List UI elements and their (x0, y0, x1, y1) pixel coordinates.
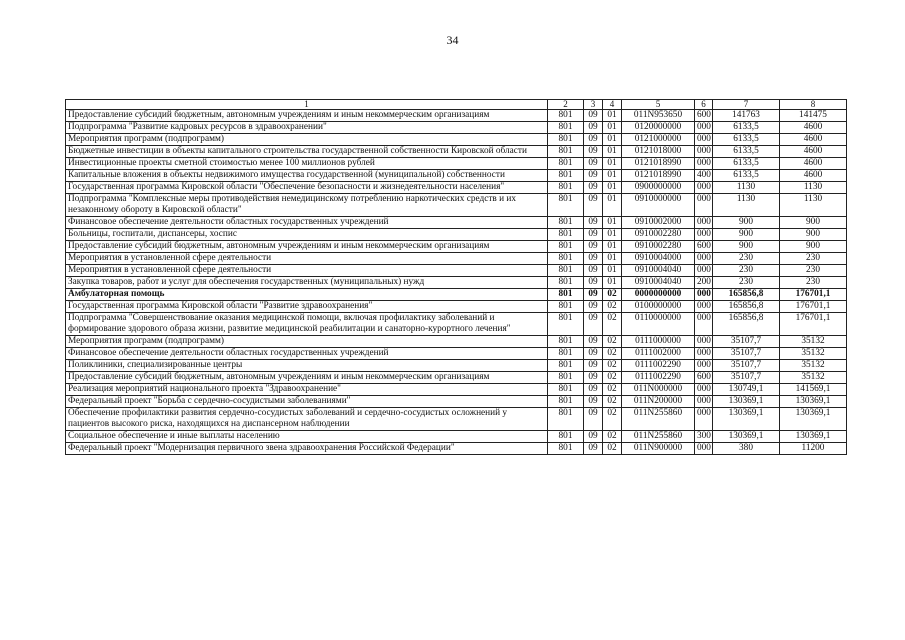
expense-type-cell: 000 (695, 396, 713, 408)
column-header: 6 (695, 100, 713, 110)
subsection-code-cell: 01 (603, 253, 622, 265)
row-name-cell: Поликлиники, специализированные центры (66, 360, 548, 372)
amount-year1-cell: 230 (713, 253, 780, 265)
expense-type-cell: 600 (695, 372, 713, 384)
subsection-code-cell: 02 (603, 348, 622, 360)
page-number: 34 (446, 33, 459, 47)
table-row (66, 253, 847, 265)
expense-type-cell: 400 (695, 170, 713, 182)
expense-type-cell: 000 (695, 348, 713, 360)
table-row (66, 217, 847, 229)
column-header: 4 (603, 100, 622, 110)
subsection-code-cell: 02 (603, 360, 622, 372)
amount-year2-cell: 141475 (780, 110, 847, 122)
target-code-cell: 0910004040 (622, 265, 695, 277)
budget-table (65, 99, 847, 455)
row-name-cell: Мероприятия программ (подпрограмм) (66, 134, 548, 146)
amount-year1-cell: 165856,8 (713, 289, 780, 301)
amount-year1-cell: 6133,5 (713, 170, 780, 182)
section-code-cell: 09 (584, 158, 603, 170)
ministry-code-cell: 801 (548, 265, 584, 277)
amount-year1-cell: 165856,8 (713, 313, 780, 336)
target-code-cell: 011N953650 (622, 110, 695, 122)
amount-year2-cell: 1130 (780, 194, 847, 217)
ministry-code-cell: 801 (548, 372, 584, 384)
subsection-code-cell: 01 (603, 265, 622, 277)
table-row (66, 360, 847, 372)
section-code-cell: 09 (584, 229, 603, 241)
amount-year2-cell: 230 (780, 277, 847, 289)
table-row (66, 313, 847, 336)
amount-year1-cell: 900 (713, 217, 780, 229)
expense-type-cell: 000 (695, 182, 713, 194)
target-code-cell: 0900000000 (622, 182, 695, 194)
expense-type-cell: 600 (695, 110, 713, 122)
amount-year1-cell: 900 (713, 241, 780, 253)
subsection-code-cell: 02 (603, 301, 622, 313)
target-code-cell: 011N255860 (622, 431, 695, 443)
subsection-code-cell: 01 (603, 170, 622, 182)
row-name-cell: Подпрограмма "Комплексные меры противодействия немедицинскому потреблению наркотических средств и их незаконному обороту в Кировской области" (66, 194, 548, 217)
ministry-code-cell: 801 (548, 158, 584, 170)
subsection-code-cell: 01 (603, 158, 622, 170)
table-row (66, 443, 847, 455)
row-name-cell: Амбулаторная помощь (66, 289, 548, 301)
target-code-cell: 011N200000 (622, 396, 695, 408)
ministry-code-cell: 801 (548, 360, 584, 372)
amount-year2-cell: 176701,1 (780, 313, 847, 336)
amount-year2-cell: 4600 (780, 134, 847, 146)
section-code-cell: 09 (584, 241, 603, 253)
expense-type-cell: 000 (695, 146, 713, 158)
target-code-cell: 0111002000 (622, 348, 695, 360)
ministry-code-cell: 801 (548, 217, 584, 229)
ministry-code-cell: 801 (548, 170, 584, 182)
amount-year2-cell: 35132 (780, 360, 847, 372)
section-code-cell: 09 (584, 313, 603, 336)
section-code-cell: 09 (584, 265, 603, 277)
section-code-cell: 09 (584, 348, 603, 360)
table-row (66, 182, 847, 194)
amount-year1-cell: 1130 (713, 182, 780, 194)
target-code-cell: 0100000000 (622, 301, 695, 313)
target-code-cell: 0910002000 (622, 217, 695, 229)
target-code-cell: 0000000000 (622, 289, 695, 301)
expense-type-cell: 000 (695, 301, 713, 313)
column-header: 8 (780, 100, 847, 110)
expense-type-cell: 000 (695, 408, 713, 431)
table-row (66, 229, 847, 241)
row-name-cell: Федеральный проект "Модернизация первичного звена здравоохранения Российской Федерации" (66, 443, 548, 455)
ministry-code-cell: 801 (548, 277, 584, 289)
section-code-cell: 09 (584, 408, 603, 431)
expense-type-cell: 000 (695, 443, 713, 455)
row-name-cell: Закупка товаров, работ и услуг для обеспечения государственных (муниципальных) нужд (66, 277, 548, 289)
subsection-code-cell: 01 (603, 134, 622, 146)
amount-year2-cell: 900 (780, 217, 847, 229)
target-code-cell: 011N900000 (622, 443, 695, 455)
table-row (66, 301, 847, 313)
amount-year2-cell: 4600 (780, 170, 847, 182)
table-row (66, 408, 847, 431)
amount-year1-cell: 35107,7 (713, 336, 780, 348)
ministry-code-cell: 801 (548, 443, 584, 455)
target-code-cell: 0121018990 (622, 158, 695, 170)
target-code-cell: 0910000000 (622, 194, 695, 217)
ministry-code-cell: 801 (548, 229, 584, 241)
table-row (66, 348, 847, 360)
amount-year1-cell: 130369,1 (713, 396, 780, 408)
section-code-cell: 09 (584, 134, 603, 146)
section-code-cell: 09 (584, 360, 603, 372)
subsection-code-cell: 01 (603, 110, 622, 122)
target-code-cell: 0111002290 (622, 372, 695, 384)
expense-type-cell: 300 (695, 431, 713, 443)
ministry-code-cell: 801 (548, 313, 584, 336)
subsection-code-cell: 02 (603, 336, 622, 348)
subsection-code-cell: 01 (603, 194, 622, 217)
target-code-cell: 0910002280 (622, 241, 695, 253)
target-code-cell: 0910002280 (622, 229, 695, 241)
target-code-cell: 0910004040 (622, 277, 695, 289)
ministry-code-cell: 801 (548, 301, 584, 313)
section-code-cell: 09 (584, 122, 603, 134)
target-code-cell: 0121000000 (622, 134, 695, 146)
amount-year1-cell: 35107,7 (713, 372, 780, 384)
section-code-cell: 09 (584, 277, 603, 289)
subsection-code-cell: 01 (603, 277, 622, 289)
row-name-cell: Федеральный проект "Борьба с сердечно-сосудистыми заболеваниями" (66, 396, 548, 408)
row-name-cell: Бюджетные инвестиции в объекты капитального строительства государственной собственности Кировской области (66, 146, 548, 158)
expense-type-cell: 000 (695, 134, 713, 146)
subsection-code-cell: 02 (603, 408, 622, 431)
expense-type-cell: 000 (695, 313, 713, 336)
target-code-cell: 0121018990 (622, 170, 695, 182)
subsection-code-cell: 02 (603, 431, 622, 443)
row-name-cell: Мероприятия в установленной сфере деятельности (66, 253, 548, 265)
amount-year1-cell: 6133,5 (713, 146, 780, 158)
target-code-cell: 0121018000 (622, 146, 695, 158)
table-header-row (66, 100, 847, 110)
row-name-cell: Реализация мероприятий национального проекта "Здравоохранение" (66, 384, 548, 396)
row-name-cell: Больницы, госпитали, диспансеры, хоспис (66, 229, 548, 241)
target-code-cell: 0110000000 (622, 313, 695, 336)
table-row (66, 194, 847, 217)
amount-year2-cell: 11200 (780, 443, 847, 455)
subsection-code-cell: 01 (603, 229, 622, 241)
ministry-code-cell: 801 (548, 348, 584, 360)
table-row (66, 146, 847, 158)
expense-type-cell: 200 (695, 277, 713, 289)
row-name-cell: Мероприятия в установленной сфере деятельности (66, 265, 548, 277)
section-code-cell: 09 (584, 301, 603, 313)
amount-year2-cell: 176701,1 (780, 289, 847, 301)
ministry-code-cell: 801 (548, 431, 584, 443)
subsection-code-cell: 01 (603, 182, 622, 194)
section-code-cell: 09 (584, 170, 603, 182)
table-row (66, 336, 847, 348)
subsection-code-cell: 01 (603, 241, 622, 253)
amount-year2-cell: 35132 (780, 348, 847, 360)
amount-year2-cell: 230 (780, 265, 847, 277)
subsection-code-cell: 01 (603, 122, 622, 134)
ministry-code-cell: 801 (548, 253, 584, 265)
amount-year2-cell: 900 (780, 229, 847, 241)
amount-year1-cell: 6133,5 (713, 134, 780, 146)
table-row (66, 431, 847, 443)
expense-type-cell: 000 (695, 360, 713, 372)
amount-year2-cell: 35132 (780, 336, 847, 348)
ministry-code-cell: 801 (548, 241, 584, 253)
target-code-cell: 011N255860 (622, 408, 695, 431)
expense-type-cell: 000 (695, 265, 713, 277)
amount-year1-cell: 35107,7 (713, 360, 780, 372)
expense-type-cell: 000 (695, 122, 713, 134)
row-name-cell: Мероприятия программ (подпрограмм) (66, 336, 548, 348)
expense-type-cell: 000 (695, 158, 713, 170)
row-name-cell: Государственная программа Кировской области "Обеспечение безопасности и жизнедеятельности населения" (66, 182, 548, 194)
table-row (66, 134, 847, 146)
amount-year2-cell: 130369,1 (780, 396, 847, 408)
section-code-cell: 09 (584, 217, 603, 229)
expense-type-cell: 000 (695, 289, 713, 301)
row-name-cell: Предоставление субсидий бюджетным, автономным учреждениям и иным некоммерческим организациям (66, 372, 548, 384)
subsection-code-cell: 01 (603, 217, 622, 229)
amount-year2-cell: 4600 (780, 122, 847, 134)
section-code-cell: 09 (584, 146, 603, 158)
table-row (66, 384, 847, 396)
expense-type-cell: 000 (695, 217, 713, 229)
target-code-cell: 0111000000 (622, 336, 695, 348)
amount-year2-cell: 130369,1 (780, 431, 847, 443)
subsection-code-cell: 02 (603, 384, 622, 396)
expense-type-cell: 000 (695, 229, 713, 241)
amount-year1-cell: 1130 (713, 194, 780, 217)
amount-year1-cell: 380 (713, 443, 780, 455)
amount-year1-cell: 6133,5 (713, 158, 780, 170)
amount-year2-cell: 900 (780, 241, 847, 253)
subsection-code-cell: 02 (603, 289, 622, 301)
table-row (66, 265, 847, 277)
ministry-code-cell: 801 (548, 396, 584, 408)
section-code-cell: 09 (584, 443, 603, 455)
subsection-code-cell: 02 (603, 313, 622, 336)
expense-type-cell: 000 (695, 336, 713, 348)
table-row (66, 241, 847, 253)
amount-year1-cell: 130369,1 (713, 431, 780, 443)
amount-year1-cell: 141763 (713, 110, 780, 122)
section-code-cell: 09 (584, 336, 603, 348)
section-code-cell: 09 (584, 396, 603, 408)
amount-year1-cell: 165856,8 (713, 301, 780, 313)
subsection-code-cell: 02 (603, 372, 622, 384)
row-name-cell: Предоставление субсидий бюджетным, автономным учреждениям и иным некоммерческим организациям (66, 241, 548, 253)
ministry-code-cell: 801 (548, 110, 584, 122)
amount-year2-cell: 130369,1 (780, 408, 847, 431)
amount-year2-cell: 141569,1 (780, 384, 847, 396)
row-name-cell: Капитальные вложения в объекты недвижимого имущества государственной (муниципальной) собственности (66, 170, 548, 182)
ministry-code-cell: 801 (548, 289, 584, 301)
column-header: 3 (584, 100, 603, 110)
amount-year1-cell: 35107,7 (713, 348, 780, 360)
target-code-cell: 0910004000 (622, 253, 695, 265)
section-code-cell: 09 (584, 194, 603, 217)
column-header: 5 (622, 100, 695, 110)
amount-year1-cell: 130369,1 (713, 408, 780, 431)
table-row (66, 170, 847, 182)
amount-year2-cell: 176701,1 (780, 301, 847, 313)
ministry-code-cell: 801 (548, 336, 584, 348)
row-name-cell: Подпрограмма "Развитие кадровых ресурсов в здравоохранении" (66, 122, 548, 134)
ministry-code-cell: 801 (548, 408, 584, 431)
amount-year1-cell: 130749,1 (713, 384, 780, 396)
section-code-cell: 09 (584, 253, 603, 265)
ministry-code-cell: 801 (548, 384, 584, 396)
amount-year1-cell: 230 (713, 265, 780, 277)
table-row (66, 289, 847, 301)
amount-year2-cell: 35132 (780, 372, 847, 384)
section-code-cell: 09 (584, 431, 603, 443)
row-name-cell: Финансовое обеспечение деятельности областных государственных учреждений (66, 217, 548, 229)
target-code-cell: 011N000000 (622, 384, 695, 396)
ministry-code-cell: 801 (548, 146, 584, 158)
column-header: 2 (548, 100, 584, 110)
row-name-cell: Обеспечение профилактики развития сердечно-сосудистых заболеваний и сердечно-сосудистых осложнений у пациентов высокого риска, находящихся на диспансерном наблюдении (66, 408, 548, 431)
section-code-cell: 09 (584, 289, 603, 301)
target-code-cell: 0111002290 (622, 360, 695, 372)
subsection-code-cell: 02 (603, 396, 622, 408)
column-header: 7 (713, 100, 780, 110)
table-row (66, 372, 847, 384)
table-row (66, 396, 847, 408)
column-header: 1 (66, 100, 548, 110)
expense-type-cell: 000 (695, 384, 713, 396)
amount-year2-cell: 4600 (780, 158, 847, 170)
expense-type-cell: 000 (695, 194, 713, 217)
row-name-cell: Предоставление субсидий бюджетным, автономным учреждениям и иным некоммерческим организациям (66, 110, 548, 122)
table-row (66, 158, 847, 170)
row-name-cell: Финансовое обеспечение деятельности областных государственных учреждений (66, 348, 548, 360)
table-row (66, 110, 847, 122)
table-row (66, 277, 847, 289)
expense-type-cell: 600 (695, 241, 713, 253)
row-name-cell: Социальное обеспечение и иные выплаты населению (66, 431, 548, 443)
subsection-code-cell: 02 (603, 443, 622, 455)
amount-year1-cell: 900 (713, 229, 780, 241)
section-code-cell: 09 (584, 384, 603, 396)
row-name-cell: Инвестиционные проекты сметной стоимостью менее 100 миллионов рублей (66, 158, 548, 170)
ministry-code-cell: 801 (548, 182, 584, 194)
target-code-cell: 0120000000 (622, 122, 695, 134)
row-name-cell: Государственная программа Кировской области "Развитие здравоохранения" (66, 301, 548, 313)
section-code-cell: 09 (584, 372, 603, 384)
amount-year2-cell: 1130 (780, 182, 847, 194)
amount-year1-cell: 230 (713, 277, 780, 289)
ministry-code-cell: 801 (548, 134, 584, 146)
ministry-code-cell: 801 (548, 194, 584, 217)
amount-year2-cell: 230 (780, 253, 847, 265)
ministry-code-cell: 801 (548, 122, 584, 134)
amount-year2-cell: 4600 (780, 146, 847, 158)
section-code-cell: 09 (584, 182, 603, 194)
subsection-code-cell: 01 (603, 146, 622, 158)
section-code-cell: 09 (584, 110, 603, 122)
amount-year1-cell: 6133,5 (713, 122, 780, 134)
table-row (66, 122, 847, 134)
row-name-cell: Подпрограмма "Совершенствование оказания медицинской помощи, включая профилактику заболеваний и формирование здорового образа жизни, развитие медицинской реабилитации и санаторно-курортного лечения" (66, 313, 548, 336)
expense-type-cell: 000 (695, 253, 713, 265)
